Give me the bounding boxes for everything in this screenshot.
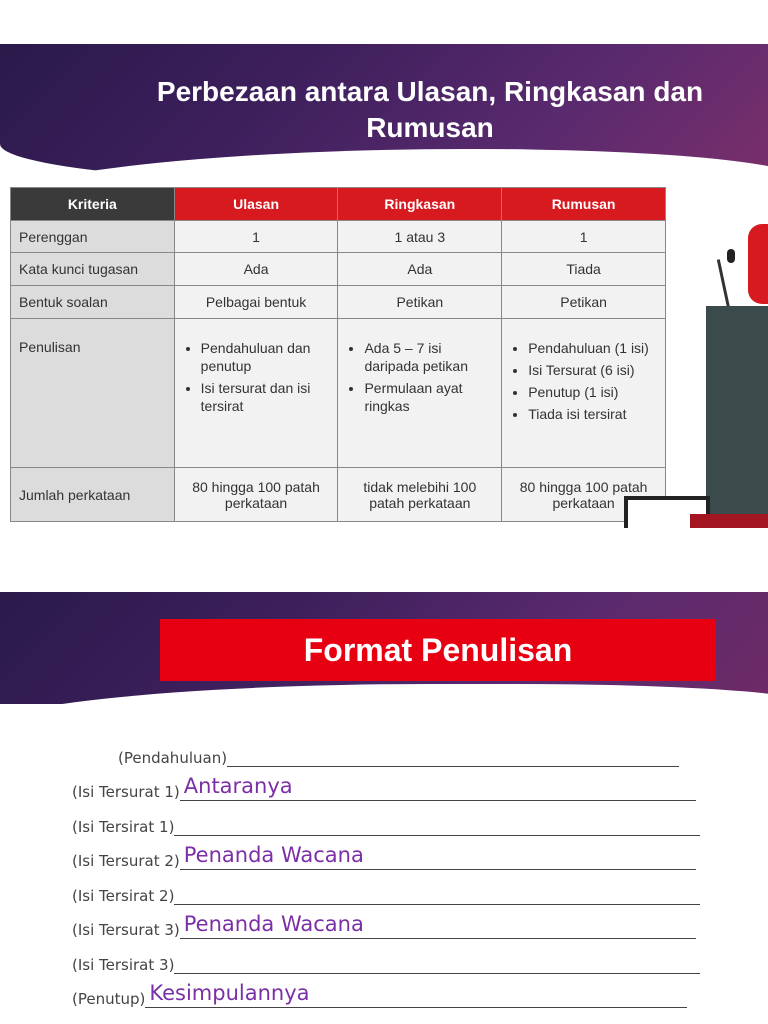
format-line xyxy=(72,880,700,905)
bullet-list xyxy=(510,339,657,423)
table-cell: Ada xyxy=(174,253,338,286)
format-line xyxy=(72,983,687,1008)
format-title: Format Penulisan xyxy=(160,619,716,681)
table-cell: 80 hingga 100 patah perkataan xyxy=(502,468,666,522)
table-cell: Petikan xyxy=(338,286,502,319)
list-item: • Permulaan ayat ringkas xyxy=(364,379,493,415)
header-ringkasan: Ringkasan xyxy=(338,188,502,221)
list-item: • Tiada isi tersirat xyxy=(528,405,657,423)
table-cell: 1 xyxy=(502,221,666,253)
podium-icon xyxy=(706,306,768,528)
table-row xyxy=(11,221,666,253)
line-label: (Pendahuluan) xyxy=(118,749,228,767)
list-item: • Penutup (1 isi) xyxy=(528,383,657,401)
row-label: Bentuk soalan xyxy=(11,286,175,319)
table-cell xyxy=(174,319,338,468)
table-cell xyxy=(502,319,666,468)
header-ulasan: Ulasan xyxy=(174,188,338,221)
decor-bar xyxy=(690,514,768,528)
table-row xyxy=(11,319,666,468)
blank-line xyxy=(174,811,700,836)
header-kriteria: Kriteria xyxy=(11,188,175,221)
table-cell xyxy=(338,319,502,468)
list-item: • Isi Tersurat (6 isi) xyxy=(528,361,657,379)
list-item: • Pendahuluan (1 isi) xyxy=(528,339,657,357)
line-label: (Isi Tersurat 2) xyxy=(72,852,180,870)
blank-line xyxy=(174,880,700,905)
table-cell: Ada xyxy=(338,253,502,286)
row-label: Penulisan xyxy=(11,319,175,468)
comparison-table xyxy=(10,187,666,522)
table-cell: 80 hingga 100 patah perkataan xyxy=(174,468,338,522)
list-item: • Ada 5 – 7 isi daripada petikan xyxy=(364,339,493,375)
table-header-row xyxy=(11,188,666,221)
bullet-list xyxy=(183,339,330,415)
line-label: (Isi Tersirat 3) xyxy=(72,956,175,974)
table-row xyxy=(11,253,666,286)
blank-line xyxy=(180,914,696,939)
header-rumusan: Rumusan xyxy=(502,188,666,221)
bullet-list xyxy=(346,339,493,415)
format-line xyxy=(72,811,700,836)
table-cell: 1 atau 3 xyxy=(338,221,502,253)
blank-line xyxy=(227,742,679,767)
line-label: (Isi Tersurat 1) xyxy=(72,783,180,801)
microphone-icon xyxy=(727,249,735,263)
line-label: (Isi Tersirat 2) xyxy=(72,887,175,905)
table-cell: Pelbagai bentuk xyxy=(174,286,338,319)
row-label: Perenggan xyxy=(11,221,175,253)
speaker-figure-icon xyxy=(748,224,768,304)
slide-format xyxy=(0,592,768,1024)
format-line xyxy=(72,949,700,974)
table-cell: Tiada xyxy=(502,253,666,286)
line-label: (Isi Tersurat 3) xyxy=(72,921,180,939)
slide-title-line2: Rumusan xyxy=(366,112,494,143)
blank-line xyxy=(180,845,696,870)
format-line xyxy=(72,914,696,939)
table-row xyxy=(11,286,666,319)
list-item: • Isi tersurat dan isi tersirat xyxy=(201,379,330,415)
blank-line xyxy=(180,776,696,801)
row-label: Jumlah perkataan xyxy=(11,468,175,522)
line-label: (Penutup) xyxy=(72,990,146,1008)
table-cell: Petikan xyxy=(502,286,666,319)
microphone-stand-icon xyxy=(717,259,730,309)
format-line xyxy=(118,742,679,767)
blank-line xyxy=(145,983,687,1008)
row-label: Kata kunci tugasan xyxy=(11,253,175,286)
handwritten-text: Antaranya xyxy=(183,774,293,798)
slide-comparison xyxy=(0,44,768,528)
table-cell: 1 xyxy=(174,221,338,253)
handwritten-text: Penanda Wacana xyxy=(183,912,364,936)
table-cell: tidak melebihi 100 patah perkataan xyxy=(338,468,502,522)
format-line xyxy=(72,776,696,801)
slide-title xyxy=(100,74,760,146)
line-label: (Isi Tersirat 1) xyxy=(72,818,175,836)
list-item: • Pendahuluan dan penutup xyxy=(201,339,330,375)
table-row xyxy=(11,468,666,522)
format-line xyxy=(72,845,696,870)
handwritten-text: Penanda Wacana xyxy=(183,843,364,867)
blank-line xyxy=(174,949,700,974)
slide-title-line1: Perbezaan antara Ulasan, Ringkasan dan xyxy=(156,76,704,107)
handwritten-text: Kesimpulannya xyxy=(149,981,310,1005)
